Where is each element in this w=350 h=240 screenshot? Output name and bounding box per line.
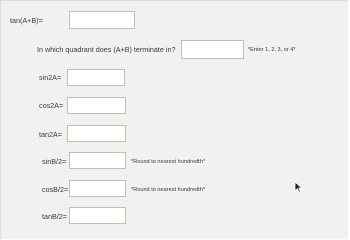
- tan2A-field[interactable]: [67, 125, 126, 142]
- cosB2-label: cosB/2=: [42, 185, 69, 194]
- sin2A-field[interactable]: [67, 69, 125, 86]
- quadrant-input[interactable]: [182, 44, 243, 61]
- cosB2-input[interactable]: [70, 185, 125, 200]
- tan-sum-input[interactable]: [70, 16, 134, 32]
- tan-sum-field[interactable]: [69, 11, 135, 29]
- sin2A-input[interactable]: [68, 74, 124, 89]
- tan2A-input[interactable]: [68, 130, 125, 145]
- cosB2-hint: *Round to nearest hundredth*: [131, 187, 206, 193]
- sinB2-input[interactable]: [70, 157, 125, 172]
- tan-sum-label: tan(A+B)=: [10, 16, 43, 25]
- tanB2-field[interactable]: [69, 207, 126, 224]
- sinB2-label: sinB/2=: [42, 157, 67, 166]
- cos2A-input[interactable]: [68, 102, 125, 117]
- cosB2-field[interactable]: [69, 180, 126, 197]
- sin2A-label: sin2A=: [39, 73, 62, 82]
- cos2A-field[interactable]: [67, 97, 126, 114]
- quadrant-question-label: In which quadrant does (A+B) terminate in?: [37, 45, 176, 54]
- quadrant-hint: *Enter 1, 2, 3, or 4*: [248, 47, 296, 53]
- sinB2-field[interactable]: [69, 152, 126, 169]
- quadrant-field[interactable]: [181, 40, 244, 59]
- tanB2-label: tanB/2=: [42, 212, 67, 221]
- mouse-pointer-icon: [294, 181, 304, 193]
- tanB2-input[interactable]: [70, 212, 125, 227]
- sinB2-hint: *Round to nearest hundredth*: [131, 159, 206, 165]
- tan2A-label: tan2A=: [39, 130, 62, 139]
- cos2A-label: cos2A=: [39, 101, 64, 110]
